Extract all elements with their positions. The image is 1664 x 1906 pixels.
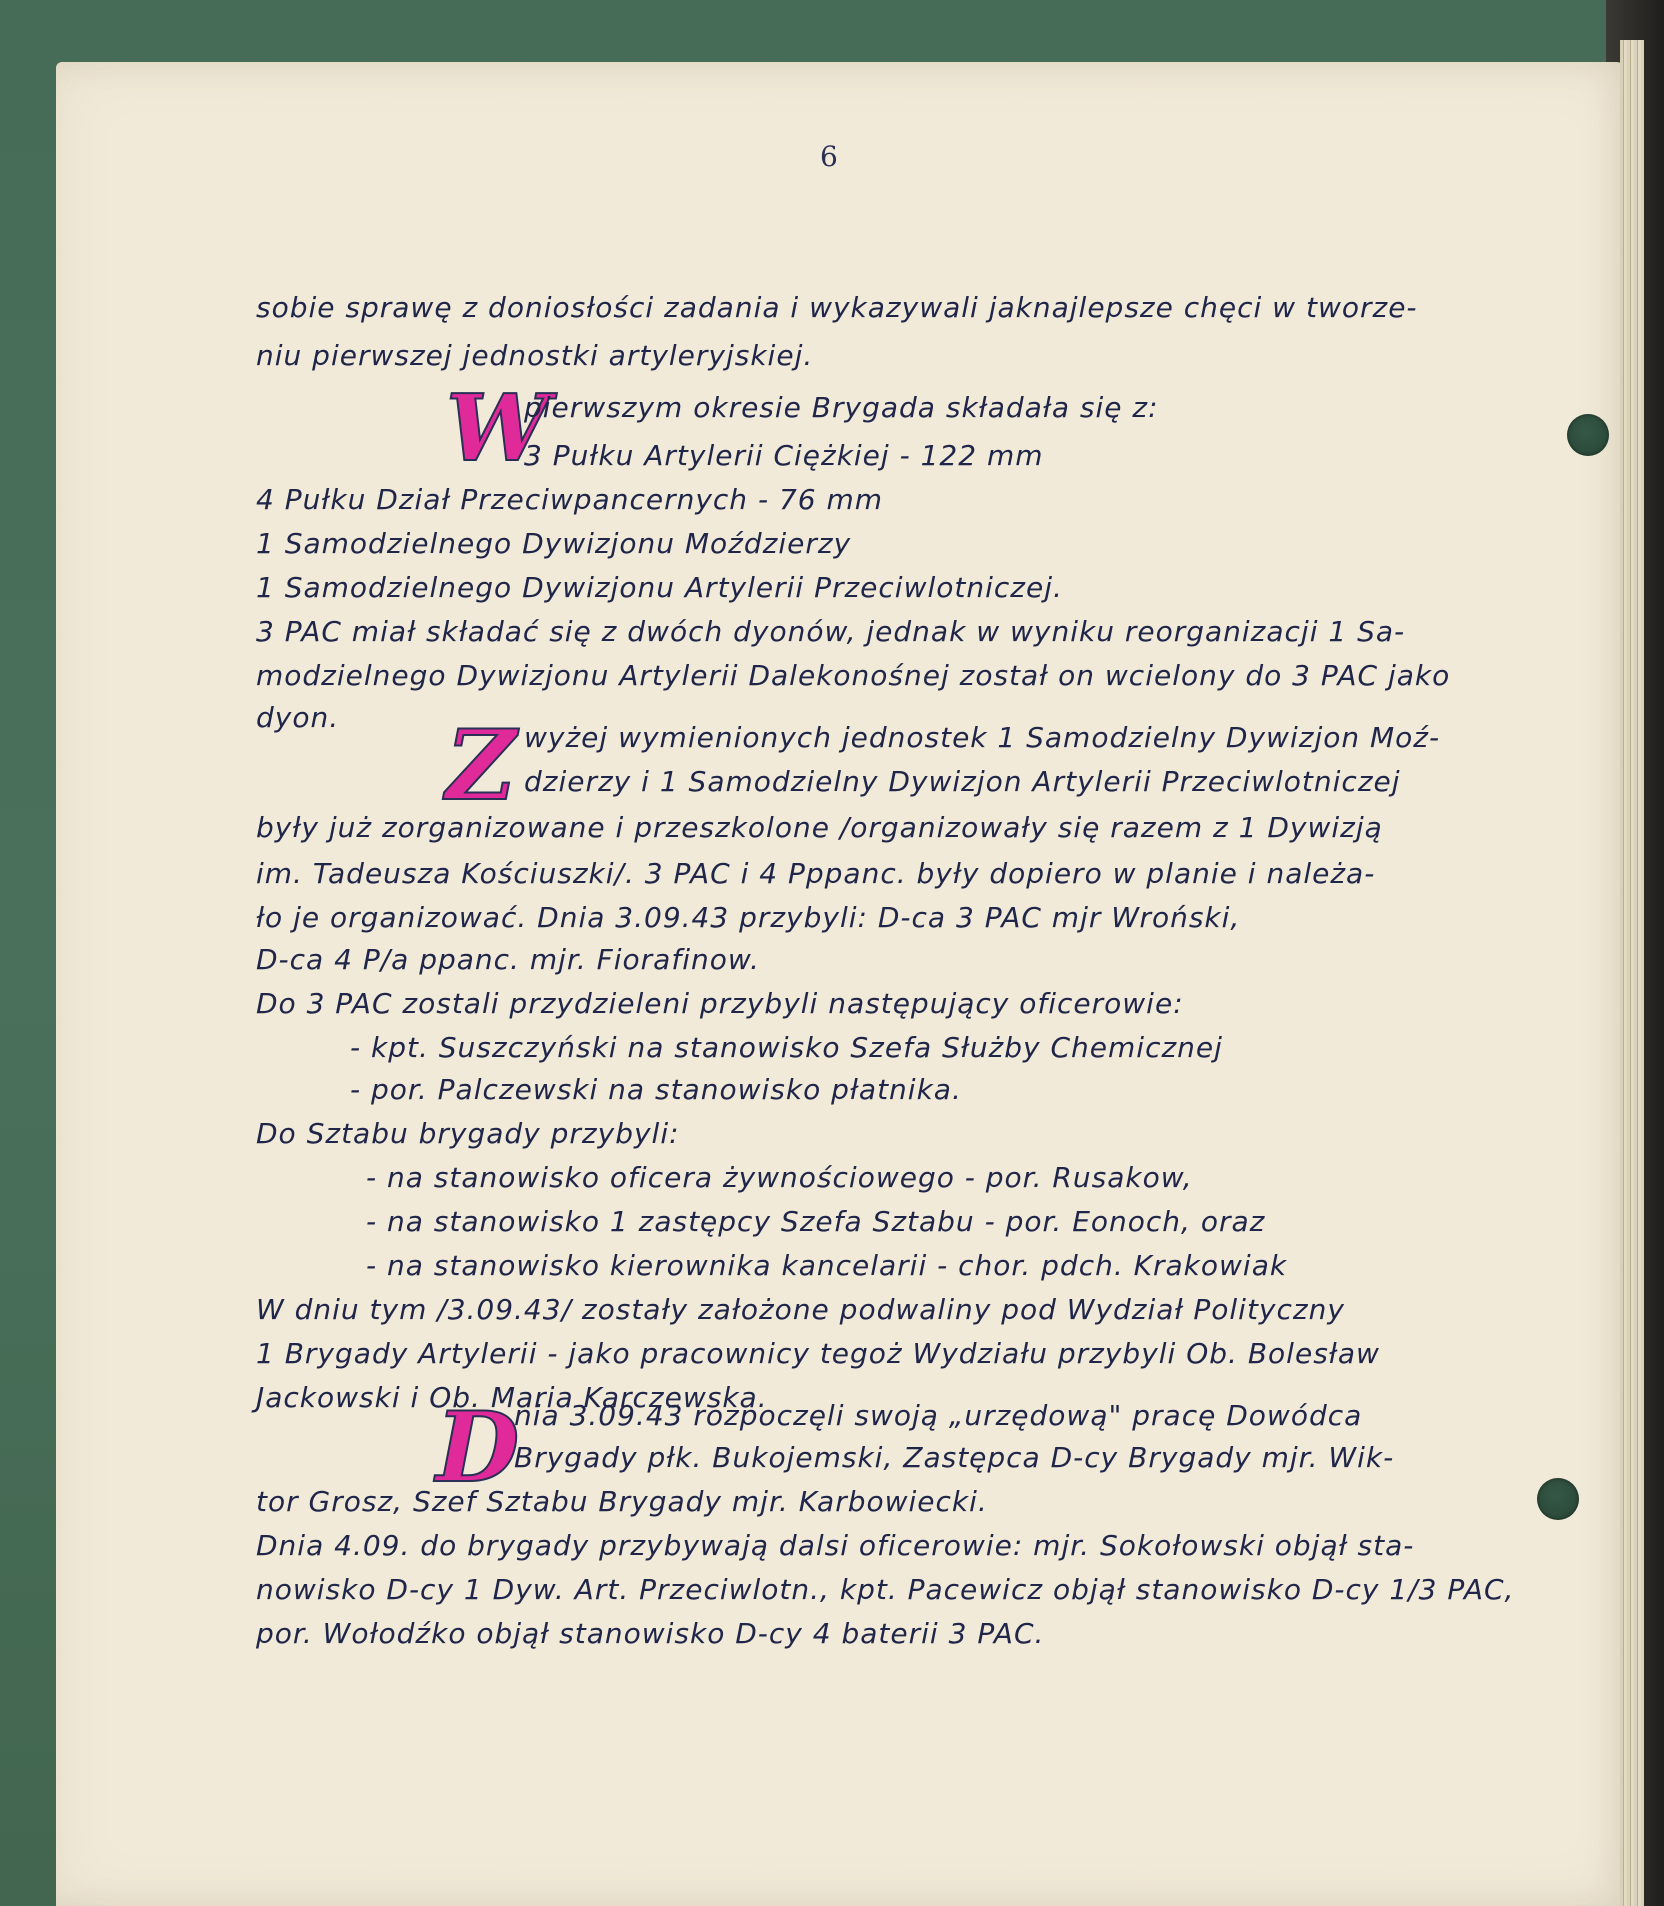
text-line: 1 Samodzielnego Dywizjonu Moździerzy <box>256 527 852 560</box>
text-line: dzierzy i 1 Samodzielny Dywizjon Artylerii Przeciwlotniczej <box>524 765 1401 798</box>
text-line: - por. Palczewski na stanowisko płatnika. <box>350 1073 962 1106</box>
text-line: Brygady płk. Bukojemski, Zastępca D-cy Brygady mjr. Wik- <box>514 1441 1395 1474</box>
text-line: niu pierwszej jednostki artyleryjskiej. <box>256 339 814 372</box>
text-line: im. Tadeusza Kościuszki/. 3 PAC i 4 Pppanc. były dopiero w planie i należa- <box>256 857 1376 890</box>
text-line: - na stanowisko kierownika kancelarii - chor. pdch. Krakowiak <box>366 1249 1288 1282</box>
text-line: - na stanowisko 1 zastępcy Szefa Sztabu - por. Eonoch, oraz <box>366 1205 1266 1238</box>
text-line: wyżej wymienionych jednostek 1 Samodzielny Dywizjon Moź- <box>524 721 1441 754</box>
page-number-mark: 6 <box>820 140 838 173</box>
text-line: - kpt. Suszczyński na stanowisko Szefa Służby Chemicznej <box>350 1031 1223 1064</box>
text-line: nowisko D-cy 1 Dyw. Art. Przeciwlotn., kpt. Pacewicz objął stanowisko D-cy 1/3 PAC, <box>256 1573 1515 1606</box>
initial-letter-d: D <box>436 1391 521 1504</box>
text-line: 3 Pułku Artylerii Ciężkiej - 122 mm <box>524 439 1044 472</box>
text-line: nia 3.09.43 rozpoczęli swoją „urzędową" pracę Dowódca <box>514 1399 1363 1432</box>
text-line: były już zorganizowane i przeszkolone /organizowały się razem z 1 Dywizją <box>256 811 1383 844</box>
text-line: pierwszym okresie Brygada składała się z: <box>524 391 1159 424</box>
text-line: ło je organizować. Dnia 3.09.43 przybyli: D-ca 3 PAC mjr Wroński, <box>256 901 1241 934</box>
text-line: sobie sprawę z doniosłości zadania i wykazywali jaknajlepsze chęci w tworze- <box>256 291 1418 324</box>
text-line: W dniu tym /3.09.43/ zostały założone podwaliny pod Wydział Polityczny <box>256 1293 1345 1326</box>
text-line: dyon. <box>256 701 340 734</box>
text-line: 1 Samodzielnego Dywizjonu Artylerii Przeciwlotniczej. <box>256 571 1063 604</box>
text-line: 1 Brygady Artylerii - jako pracownicy tegoż Wydziału przybyli Ob. Bolesław <box>256 1337 1380 1370</box>
text-line: Do 3 PAC zostali przydzieleni przybyli następujący oficerowie: <box>256 987 1184 1020</box>
page-stack-edge <box>1620 40 1644 1906</box>
text-line: tor Grosz, Szef Sztabu Brygady mjr. Karbowiecki. <box>256 1485 988 1518</box>
text-line: Jackowski i Ob. Maria Karczewska. <box>256 1381 768 1414</box>
text-line: - na stanowisko oficera żywnościowego - por. Rusakow, <box>366 1161 1193 1194</box>
punch-hole-bottom <box>1537 1478 1579 1520</box>
text-line: 3 PAC miał składać się z dwóch dyonów, jednak w wyniku reorganizacji 1 Sa- <box>256 615 1406 648</box>
initial-letter-w: W <box>446 374 551 482</box>
text-line: Dnia 4.09. do brygady przybywają dalsi oficerowie: mjr. Sokołowski objął sta- <box>256 1529 1415 1562</box>
text-line: 4 Pułku Dział Przeciwpancernych - 76 mm <box>256 483 884 516</box>
punch-hole-top <box>1567 414 1609 456</box>
initial-letter-z: Z <box>446 709 518 822</box>
text-line: por. Wołodźko objął stanowisko D-cy 4 baterii 3 PAC. <box>256 1617 1045 1650</box>
text-line: Do Sztabu brygady przybyli: <box>256 1117 680 1150</box>
text-line: D-ca 4 P/a ppanc. mjr. Fiorafinow. <box>256 943 760 976</box>
text-line: modzielnego Dywizjonu Artylerii Dalekonośnej został on wcielony do 3 PAC jako <box>256 659 1451 692</box>
